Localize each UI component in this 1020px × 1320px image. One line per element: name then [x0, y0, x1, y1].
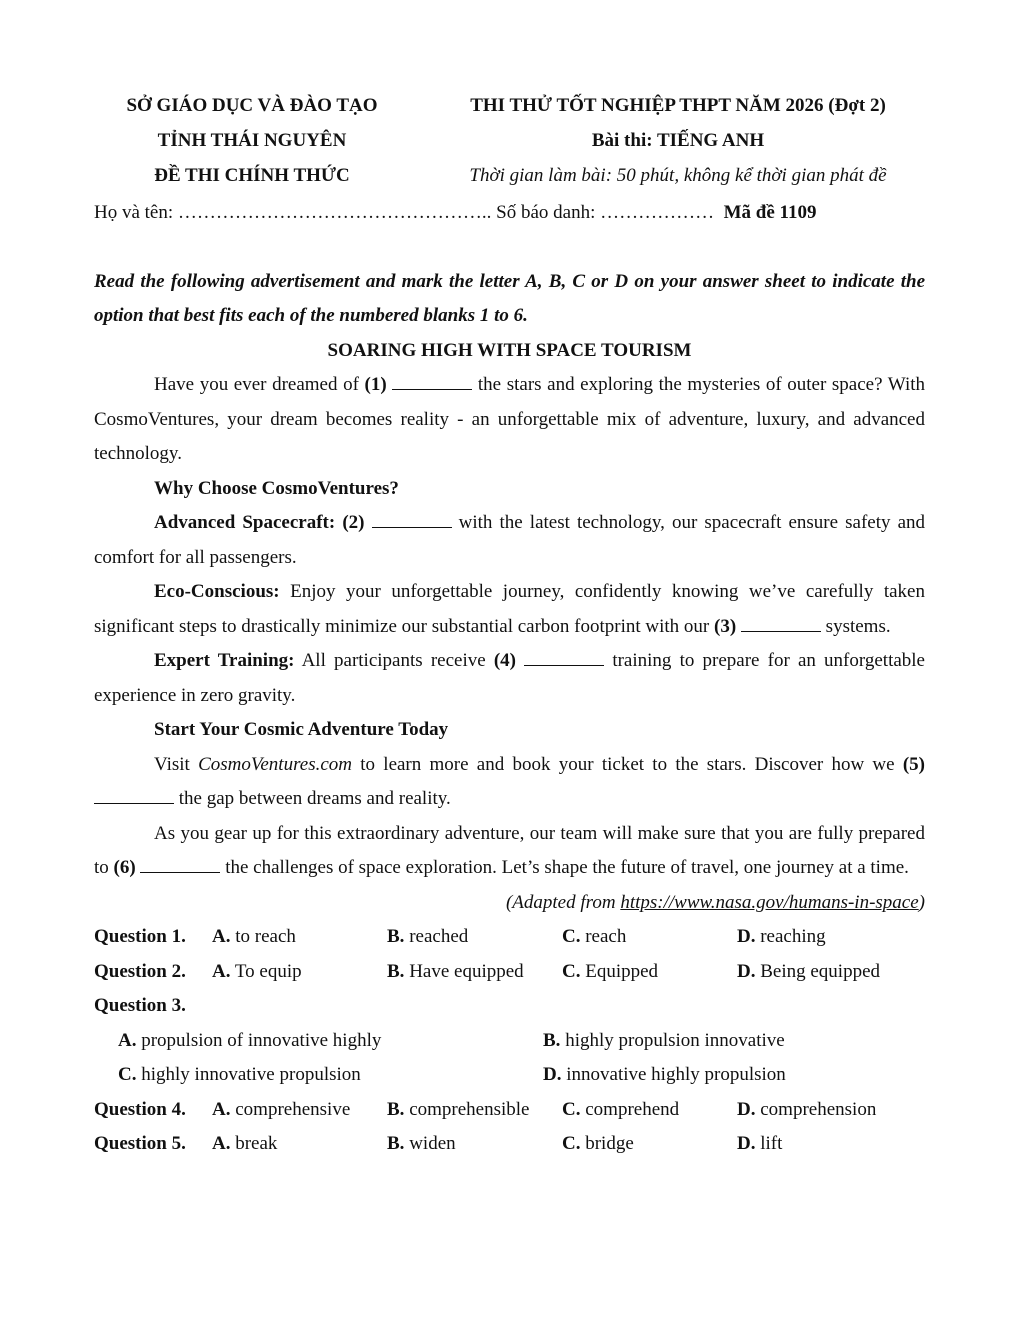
- question-label: Question 4.: [94, 1098, 186, 1120]
- source-citation: (Adapted from https://www.nasa.gov/humans-in-space): [505, 891, 925, 913]
- answer-blank-6: [140, 853, 220, 873]
- question-1: [94, 920, 925, 955]
- option-b: B. reached: [387, 926, 469, 947]
- passage-paragraph-4: Expert Training: All participants receive (4) training to prepare for an unforgettable experience in zero gravity.: [94, 644, 925, 713]
- official-exam-label: ĐỀ THI CHÍNH THỨC: [154, 165, 350, 186]
- option-c: C. reach: [562, 926, 627, 947]
- option-d: D. innovative highly propulsion: [543, 1064, 786, 1085]
- exam-content: [94, 196, 925, 1162]
- department-name: SỞ GIÁO DỤC VÀ ĐÀO TẠO: [126, 95, 378, 116]
- candidate-name-field: Họ và tên: ………………………………………….. Số báo danh: ………………: [94, 202, 715, 223]
- exam-subject: Bài thi: TIẾNG ANH: [591, 130, 765, 151]
- option-c: C. comprehend: [562, 1098, 680, 1120]
- header-left: [90, 92, 414, 197]
- option-c: C. bridge: [562, 1133, 634, 1154]
- passage-title: SOARING HIGH WITH SPACE TOURISM: [327, 339, 692, 361]
- website-name: CosmoVentures.com: [198, 753, 352, 775]
- exam-code: Mã đề 1109: [723, 202, 817, 223]
- option-d: D. comprehension: [737, 1098, 877, 1120]
- option-b: B. highly propulsion innovative: [543, 1029, 785, 1051]
- answer-blank-4: [524, 646, 604, 666]
- question-2: [94, 955, 925, 990]
- option-b: B. comprehensible: [387, 1098, 530, 1120]
- question-label: Question 1.: [94, 926, 186, 947]
- passage-paragraph-1: Have you ever dreamed of (1) the stars and exploring the mysteries of outer space? With CosmoVentures, your dream becomes reality - an unforgettable mix of adventure, luxury, and advanced technology.: [94, 368, 925, 472]
- answer-blank-1: [392, 370, 472, 390]
- exam-title: THI THỬ TỐT NGHIỆP THPT NĂM 2026 (Đợt 2): [470, 95, 886, 116]
- blank-number-2: (2): [342, 512, 365, 533]
- option-a: A. propulsion of innovative highly: [118, 1029, 382, 1051]
- passage-paragraph-3: Eco-Conscious: Enjoy your unforgettable journey, confidently knowing we’ve carefully taken significant steps to drastically minimize our substantial carbon footprint with our (3) systems.: [94, 581, 925, 637]
- candidate-info-line: [94, 196, 925, 231]
- question-label: Question 2.: [94, 960, 186, 982]
- answer-blank-3: [741, 612, 821, 632]
- option-a: A. break: [212, 1133, 278, 1154]
- option-d: D. reaching: [737, 926, 826, 947]
- option-a: A. To equip: [212, 960, 302, 982]
- blank-number-5: (5): [902, 753, 925, 775]
- question-4: [94, 1093, 925, 1128]
- start-heading: Start Your Cosmic Adventure Today: [154, 719, 449, 740]
- option-a: A. to reach: [212, 926, 296, 947]
- question-5: [94, 1127, 925, 1162]
- blank-number-6: (6): [113, 857, 136, 878]
- passage-paragraph-5: Visit CosmoVentures.com to learn more and book your ticket to the stars. Discover how we (5) the gap between dreams and reality.: [94, 748, 925, 817]
- exam-duration: Thời gian làm bài: 50 phút, không kể thời gian phát đề: [469, 165, 887, 186]
- option-c: C. Equipped: [562, 960, 659, 982]
- header-right: [448, 92, 908, 197]
- expert-training-label: Expert Training:: [154, 650, 295, 671]
- province-name: TỈNH THÁI NGUYÊN: [157, 130, 347, 151]
- option-d: D. lift: [737, 1133, 783, 1154]
- option-d: D. Being equipped: [737, 960, 881, 982]
- blank-number-1: (1): [364, 374, 387, 395]
- instruction-text: Read the following advertisement and mark the letter A, B, C or D on your answer sheet to indicate the option that best fits each of the numbered blanks 1 to 6.: [94, 270, 925, 326]
- option-a: A. comprehensive: [212, 1098, 351, 1120]
- answer-blank-2: [372, 508, 452, 528]
- blank-number-4: (4): [493, 650, 516, 671]
- question-3-options-row-2: [94, 1058, 925, 1093]
- passage-paragraph-6: As you gear up for this extraordinary adventure, our team will make sure that you are fully prepared to (6) the challenges of space exploration. Let’s shape the future of travel, one journey at a time.: [94, 822, 925, 878]
- eco-conscious-label: Eco-Conscious:: [154, 581, 280, 602]
- question-label: Question 3.: [94, 995, 186, 1016]
- why-heading: Why Choose CosmoVentures?: [154, 477, 399, 499]
- passage-paragraph-2: Advanced Spacecraft: (2) with the latest technology, our spacecraft ensure safety and comfort for all passengers.: [94, 506, 925, 575]
- option-c: C. highly innovative propulsion: [118, 1064, 361, 1085]
- blank-number-3: (3): [714, 615, 737, 637]
- question-3: [94, 989, 925, 1024]
- option-b: B. widen: [387, 1133, 456, 1154]
- question-label: Question 5.: [94, 1133, 186, 1154]
- advanced-spacecraft-label: Advanced Spacecraft:: [154, 512, 336, 533]
- answer-blank-5: [94, 784, 174, 804]
- source-link[interactable]: https://www.nasa.gov/humans-in-space: [620, 891, 919, 913]
- question-3-options-row-1: [94, 1024, 925, 1059]
- option-b: B. Have equipped: [387, 960, 524, 982]
